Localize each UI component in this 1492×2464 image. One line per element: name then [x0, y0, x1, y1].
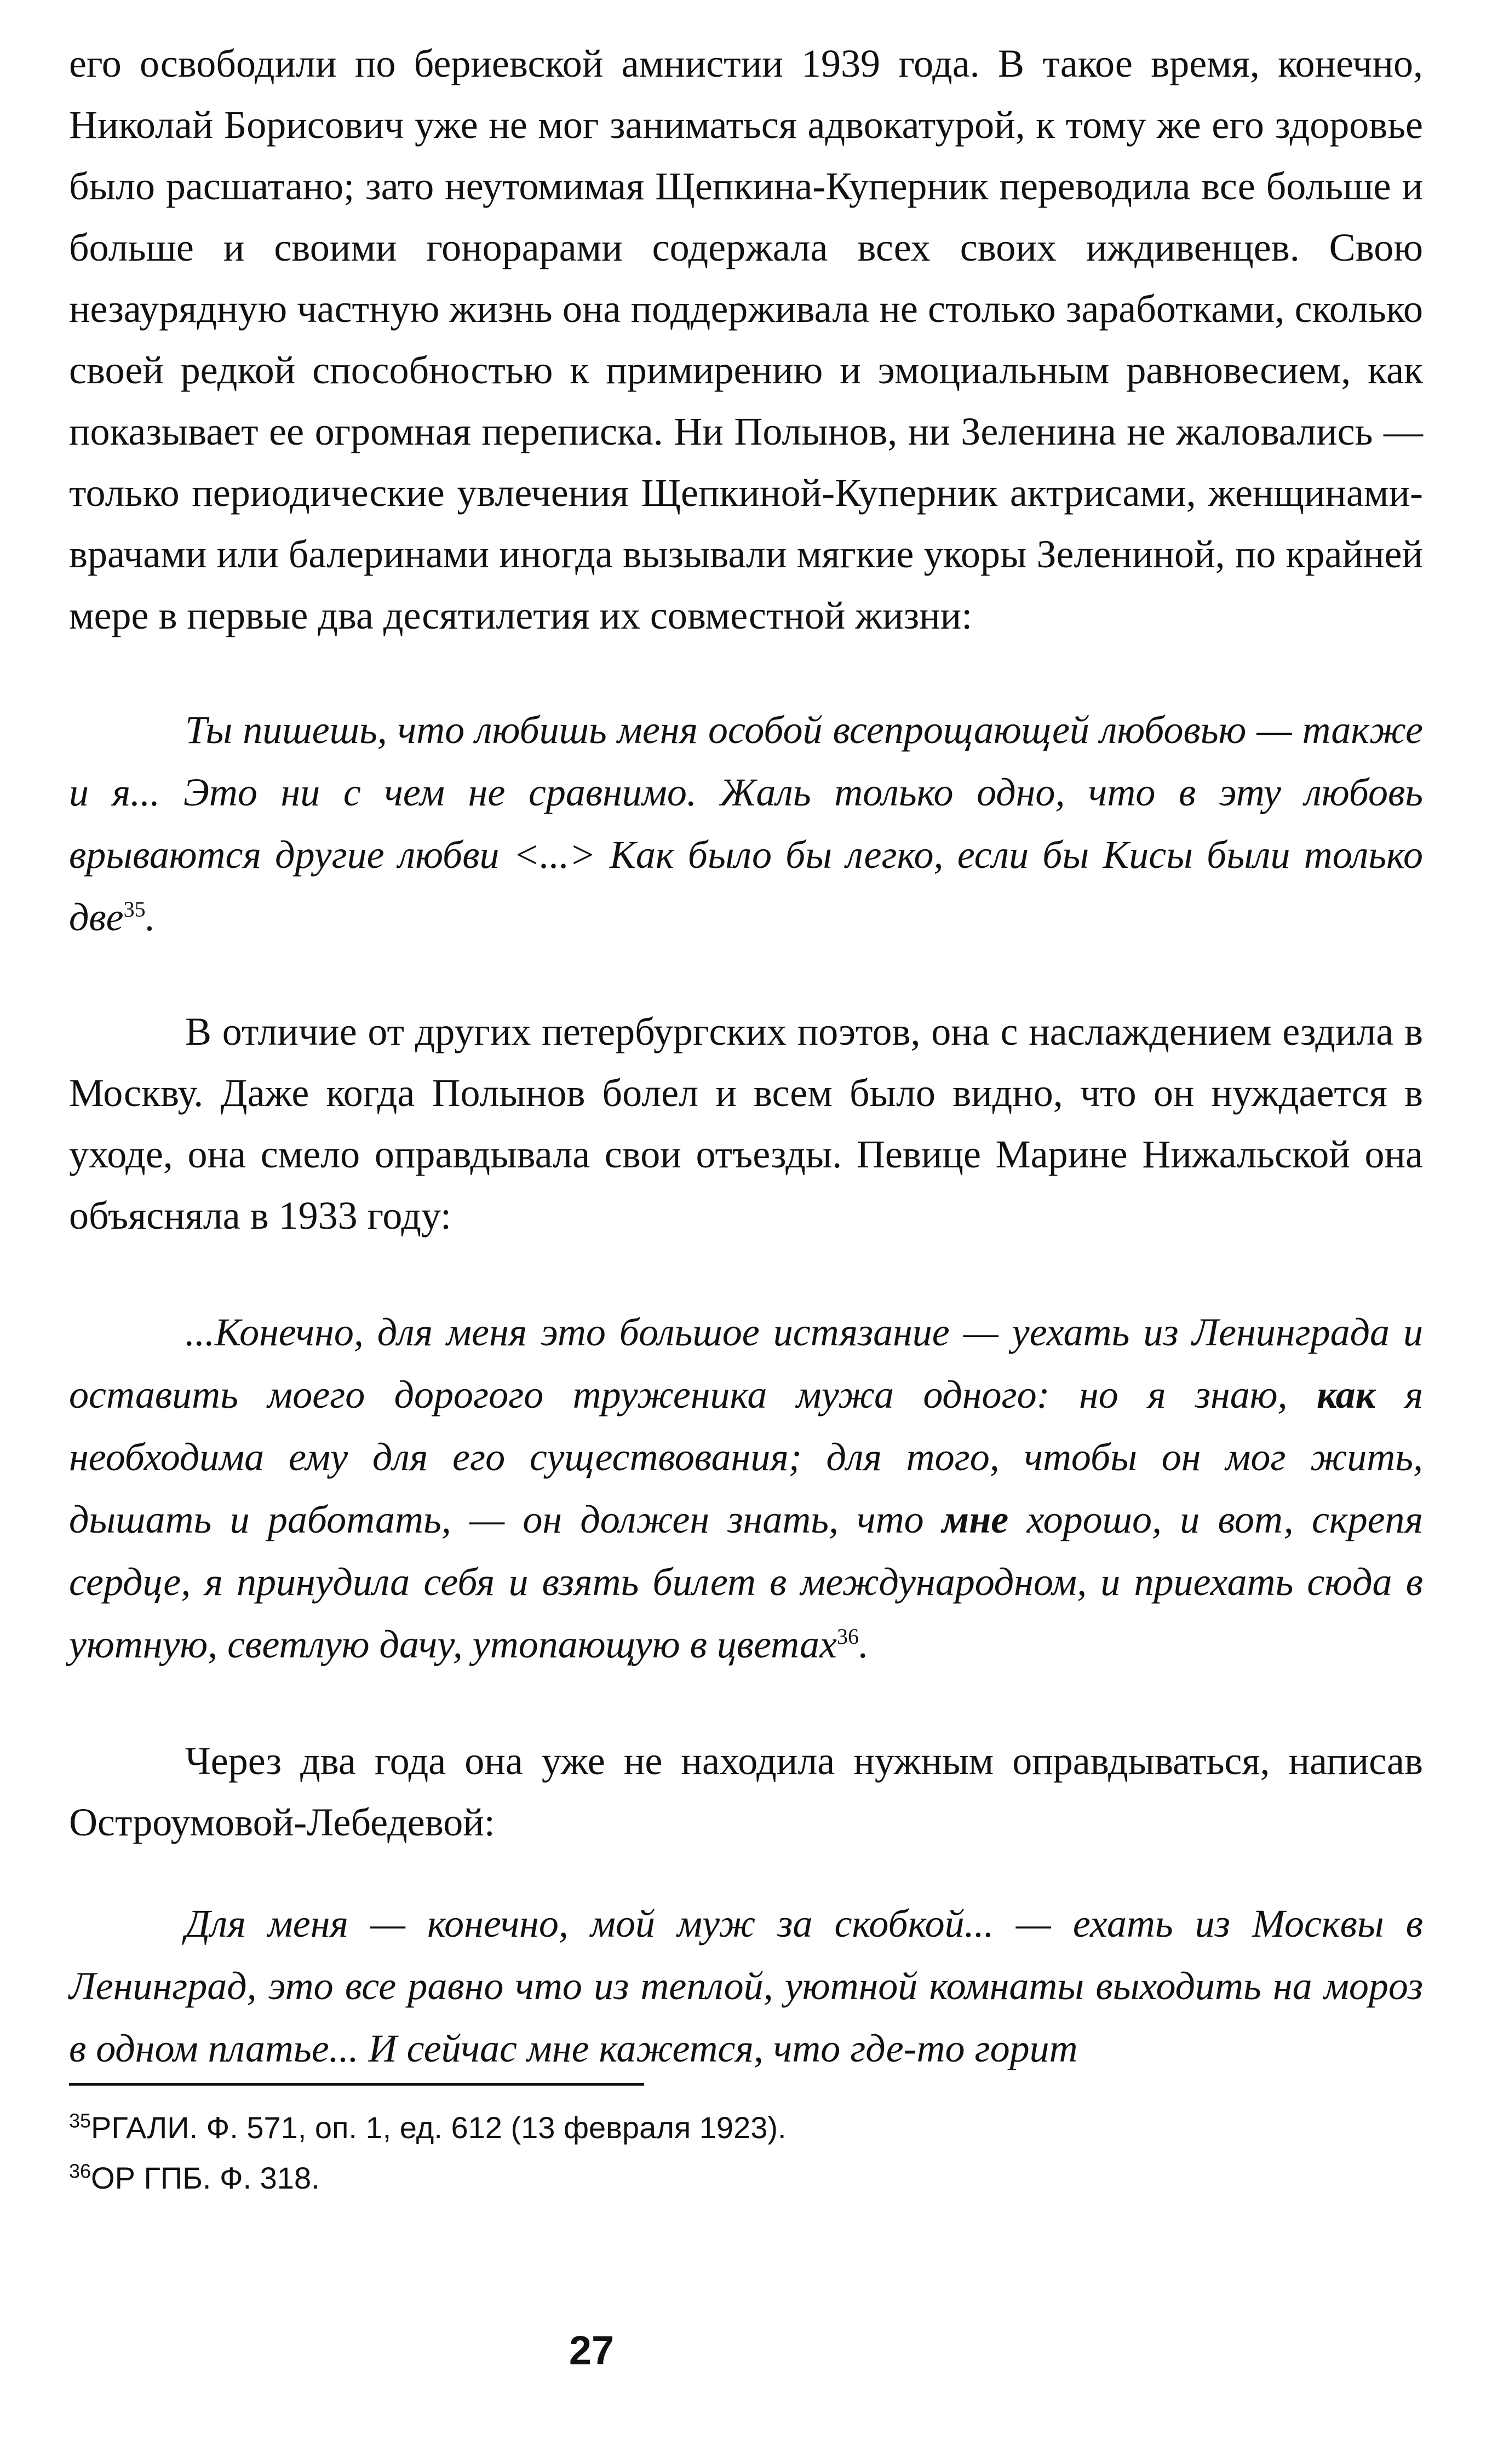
- page-number: 27: [569, 2328, 615, 2373]
- footnotes: [69, 2103, 1164, 2203]
- footnote-number: 36: [69, 2160, 91, 2183]
- footnote-36: [69, 2153, 1164, 2203]
- footnote-ref-36[interactable]: 36: [836, 1624, 859, 1649]
- footnote-35: [69, 2103, 1164, 2153]
- quote-1-end: .: [145, 895, 156, 939]
- paragraph-3: Через два года она уже не находила нужным оправдываться, написав Остроумовой-Лебедевой:: [69, 1739, 1423, 1844]
- footnote-ref-35[interactable]: 35: [123, 897, 146, 922]
- footnote-number: 35: [69, 2109, 91, 2132]
- quote-2-text-a: ...Конечно, для меня это большое истязание — уехать из Ленинграда и оставить моего дорогого труженика мужа одного: но я знаю,: [69, 1310, 1423, 1417]
- paragraph-1: его освободили по бериевской амнистии 1939 года. В такое время, конечно, Николай Борисович уже не мог заниматься адвокатурой, к тому же его здоровье было расшатано; зато неутомимая Щепкина-Куперник переводила все больше и больше и своими гонорарами содержала всех своих иждивенцев. Свою незаурядную частную жизнь она поддерживала не столько заработками, сколько своей редкой способностью к примирению и эмоциальным равновесием, как показывает ее огромная переписка. Ни Полынов, ни Зеленина не жаловались — только периодические увлечения Щепкиной-Куперник актрисами, женщинами-врачами или балеринами иногда вызывали мягкие укоры Зелениной, по крайней мере в первые два десятилетия их совместной жизни:: [69, 42, 1423, 637]
- footnote-text: РГАЛИ. Ф. 571, оп. 1, ед. 612 (13 февраля 1923).: [91, 2110, 787, 2145]
- quote-2-text-b: я необходима ему для его существования; для того, чтобы он мог жить, дышать и работать, — он должен знать, что: [69, 1373, 1424, 1541]
- footnote-divider: [69, 2083, 644, 2086]
- page-body: [69, 33, 1423, 2080]
- quote-2-bold-kak: как: [1316, 1373, 1376, 1417]
- quote-2-end: .: [858, 1622, 869, 1666]
- quote-1-text: Ты пишешь, что любишь меня особой всепрощающей любовью — также и я... Это ни с чем не сравнимо. Жаль только одно, что в эту любовь врываются другие любви <...> Как было бы легко, если бы Кисы были только две: [69, 708, 1423, 939]
- quote-2-text-c: хорошо, и вот, скрепя сердце, я принудила себя и взять билет в международном, и приехать сюда в уютную, светлую дачу, утопающую в цветах: [69, 1498, 1424, 1666]
- quote-2: [69, 1301, 1423, 1676]
- quote-2-bold-mne: мне: [942, 1498, 1009, 1541]
- footnote-text: ОР ГПБ. Ф. 318.: [91, 2161, 320, 2195]
- paragraph-2: В отличие от других петербургских поэтов, она с наслаждением ездила в Москву. Даже когда Полынов болел и всем было видно, что он нуждается в уходе, она смело оправдывала свои отъезды. Певице Марине Нижальской она объясняла в 1933 году:: [69, 1010, 1423, 1237]
- quote-1: [69, 699, 1423, 948]
- quote-3: Для меня — конечно, мой муж за скобкой... — ехать из Москвы в Ленинград, это все равно что из теплой, уютной комнаты выходить на мороз в одном платье... И сейчас мне кажется, что где-то горит: [69, 1902, 1423, 2070]
